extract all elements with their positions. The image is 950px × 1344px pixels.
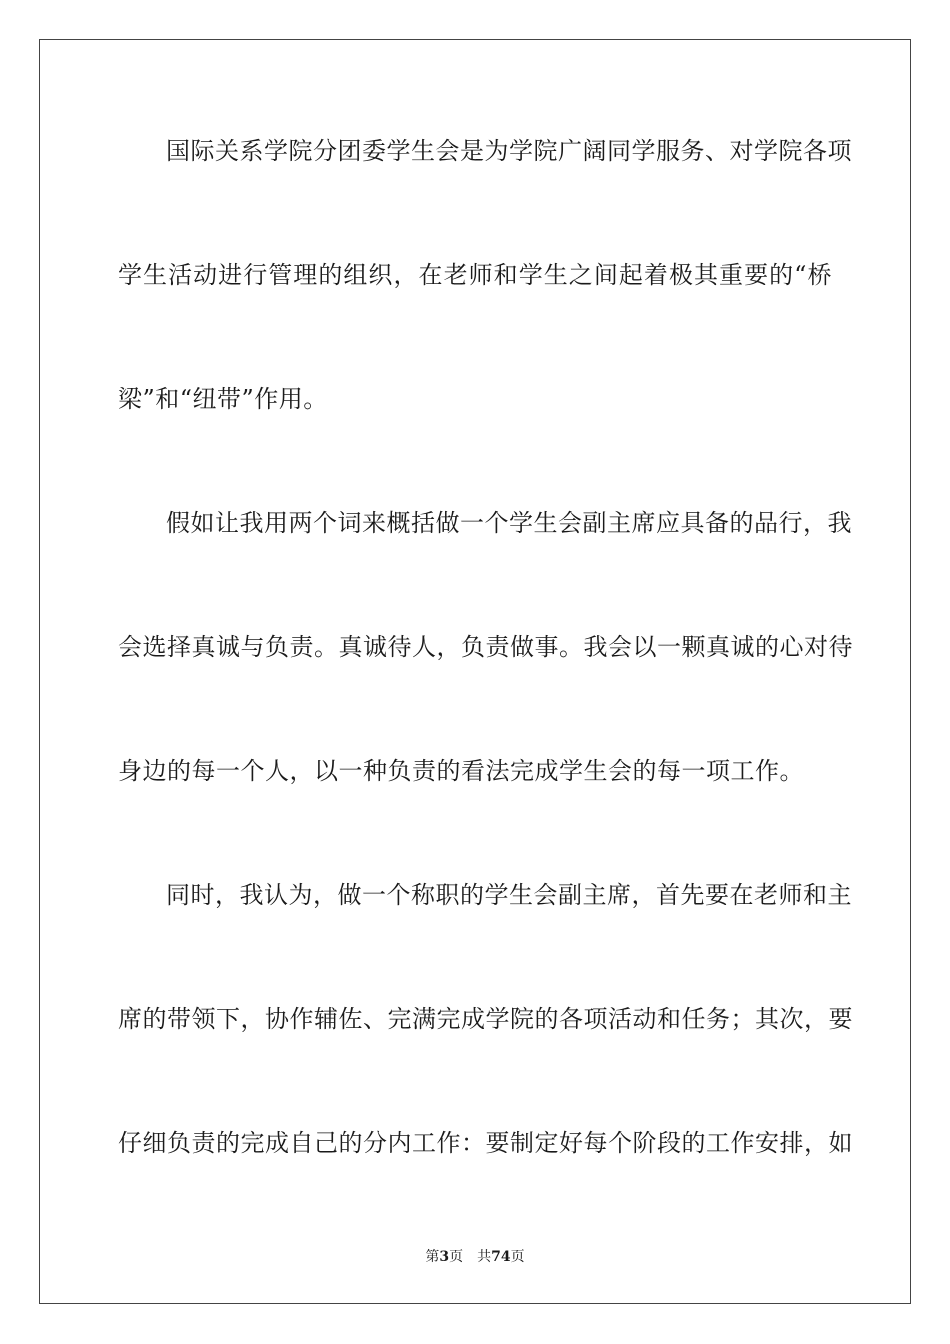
page-border [39,39,911,1304]
paragraph-1-line-3: 梁”和“纽带”作用。 [118,385,328,413]
page-footer [0,1246,950,1266]
footer-total-suffix: 页 [510,1249,525,1265]
footer-page-prefix: 第 [425,1249,440,1265]
paragraph-1-line-1: 国际关系学院分团委学生会是为学院广阔同学服务、对学院各项 [166,137,852,165]
footer-total-pages: 74 [491,1249,511,1265]
footer-page-number: 3 [439,1249,450,1265]
paragraph-1-line-2: 学生活动进行管理的组织，在老师和学生之间起着极其重要的“桥 [118,261,832,289]
paragraph-3-line-1: 同时，我认为，做一个称职的学生会副主席，首先要在老师和主 [166,881,852,909]
paragraph-2-line-3: 身边的每一个人，以一种负责的看法完成学生会的每一项工作。 [118,757,804,785]
paragraph-3-line-3: 仔细负责的完成自己的分内工作：要制定好每个阶段的工作安排，如 [118,1129,853,1157]
paragraph-2-line-2: 会选择真诚与负责。真诚待人，负责做事。我会以一颗真诚的心对待 [118,633,853,661]
footer-total-prefix: 共 [477,1249,492,1265]
paragraph-2-line-1: 假如让我用两个词来概括做一个学生会副主席应具备的品行，我 [166,509,852,537]
footer-page-suffix: 页 [449,1249,464,1265]
paragraph-3-line-2: 席的带领下，协作辅佐、完满完成学院的各项活动和任务；其次，要 [118,1005,853,1033]
